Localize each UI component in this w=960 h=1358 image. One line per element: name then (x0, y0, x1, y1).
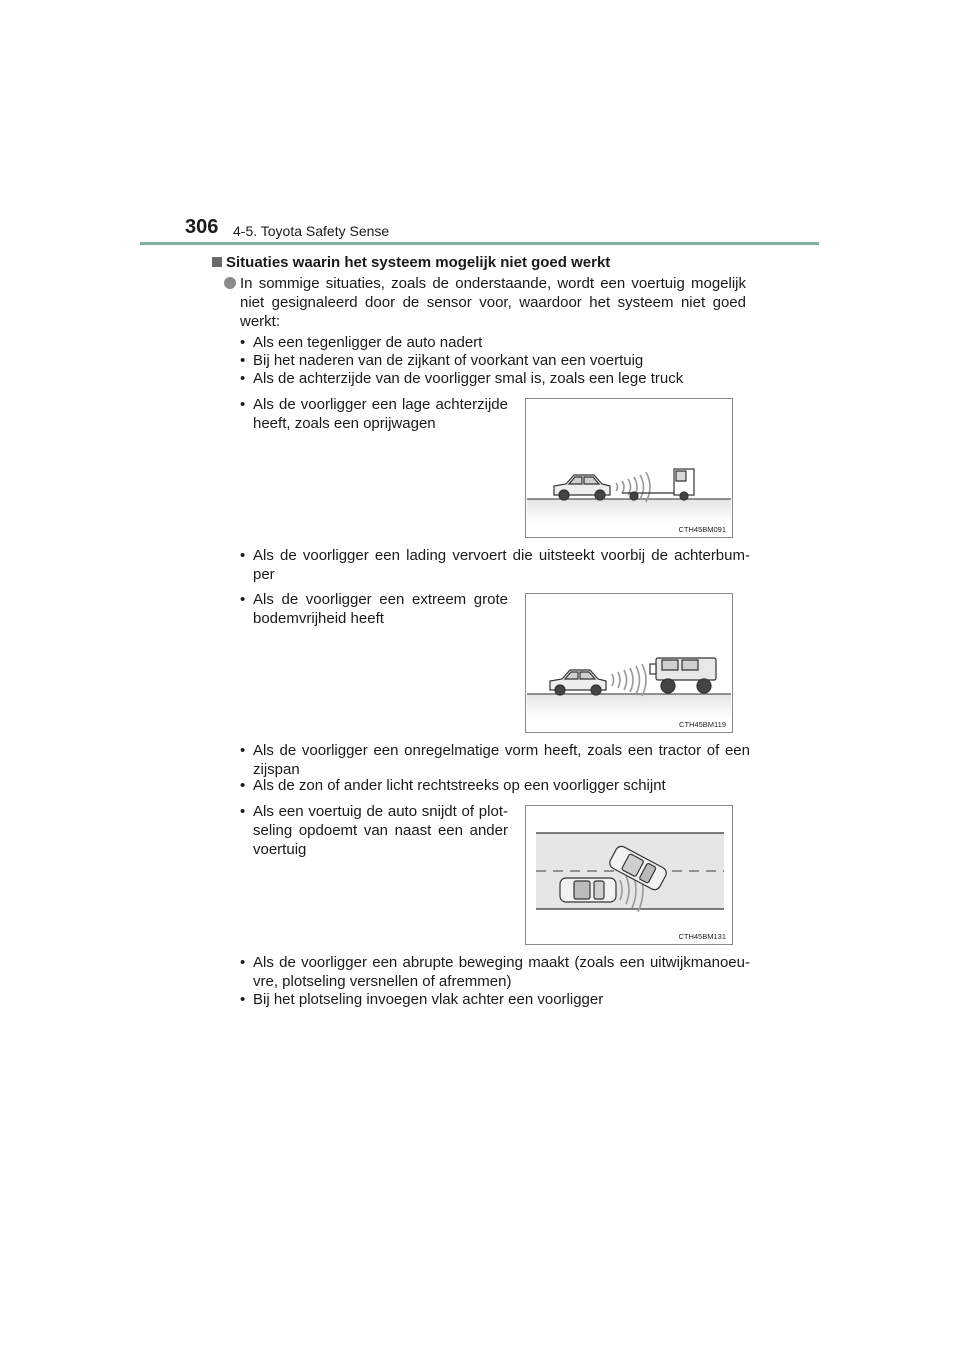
list-item: • Als de achterzijde van de voorligger smal is, zoals een lege truck (240, 370, 684, 387)
bullet-icon: • (240, 352, 246, 369)
list-item: • Als de voorligger een lading vervoert die uitsteekt voorbij de achterbum-per (240, 547, 750, 583)
circle-bullet-icon (224, 277, 236, 289)
square-bullet-icon (212, 257, 222, 267)
list-item: • Bij het plotseling invoegen vlak achter een voorligger (240, 991, 604, 1008)
list-item: • Als de zon of ander licht rechtstreeks op een voorligger schijnt (240, 777, 666, 794)
bullet-icon: • (240, 396, 246, 413)
intro-paragraph: In sommige situaties, zoals de onderstaande, wordt een voertuig mogelijk niet gesignaleerd door de sensor voor, waardoor het systeem niet goed werkt: (240, 275, 746, 330)
section-title: 4-5. Toyota Safety Sense (233, 223, 390, 239)
list-item: • Als de voorligger een extreem grote bodemvrijheid heeft (240, 591, 508, 627)
list-item: • Als een voertuig de auto snijdt of plot-seling opdoemt van naast een ander voertuig (240, 803, 508, 858)
bullet-icon: • (240, 334, 246, 351)
bullet-icon: • (240, 591, 246, 608)
list-item: • Als de voorligger een lage achterzijde heeft, zoals een oprijwagen (240, 396, 508, 432)
figure-code: CTH45BM091 (678, 525, 726, 534)
page-number: 306 (185, 216, 219, 238)
figure-tow-truck (525, 398, 733, 538)
bullet-icon: • (240, 991, 246, 1008)
bullet-icon: • (240, 803, 246, 820)
figure-code: CTH45BM131 (678, 932, 726, 941)
heading-text: Situaties waarin het systeem mogelijk niet goed werkt (226, 254, 611, 271)
section-heading (212, 254, 610, 271)
list-item: • Als de voorligger een onregelmatige vorm heeft, zoals een tractor of een zijspan (240, 742, 750, 778)
figure-code: CTH45BM119 (679, 720, 726, 729)
bullet-icon: • (240, 547, 246, 564)
list-item: • Bij het naderen van de zijkant of voorkant van een voertuig (240, 352, 644, 369)
figure-high-clearance (525, 593, 733, 733)
figure-cut-in (525, 805, 733, 945)
bullet-icon: • (240, 954, 246, 971)
bullet-icon: • (240, 777, 246, 794)
bullet-icon: • (240, 742, 246, 759)
list-item: • Als de voorligger een abrupte beweging maakt (zoals een uitwijkmanoeu-vre, plotseling versnellen of afremmen) (240, 954, 750, 990)
list-item: • Als een tegenligger de auto nadert (240, 334, 483, 351)
bullet-icon: • (240, 370, 246, 387)
header-rule (140, 242, 819, 245)
